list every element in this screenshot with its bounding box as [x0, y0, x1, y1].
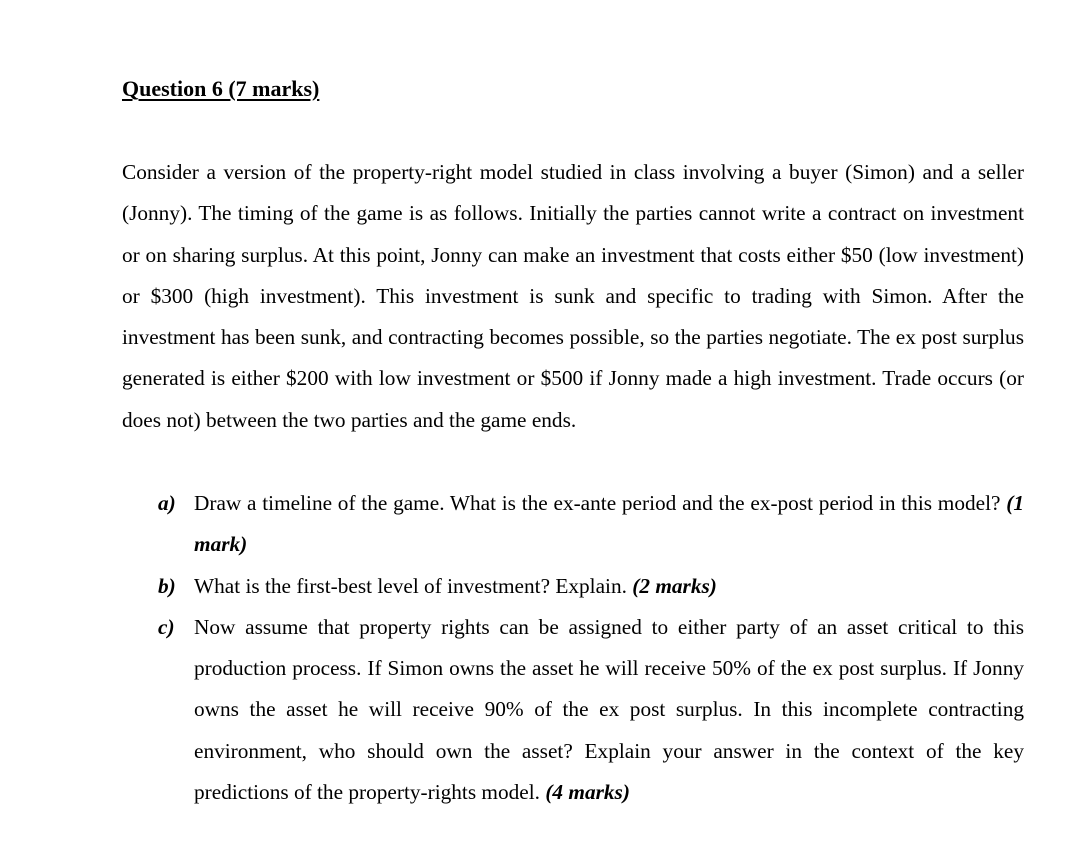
- question-intro: Consider a version of the property-right model studied in class involving a buyer (Simon) and a seller (Jonny). The timing of the game is as follows. Initially the parties cannot write a contract on investment or on sharing surplus. At this point, Jonny can make an investment that costs either $50 (low investment) or $300 (high investment). This investment is sunk and specific to trading with Simon. After the investment has been sunk, and contracting becomes possible, so the parties negotiate. The ex post surplus generated is either $200 with low investment or $500 if Jonny made a high investment. Trade occurs (or does not) between the two parties and the game ends.: [122, 160, 1024, 432]
- part-marker: b): [158, 573, 176, 598]
- question-part-a: [122, 483, 1024, 566]
- part-text: What is the first-best level of investment? Explain.: [194, 573, 627, 598]
- part-marker: c): [158, 614, 175, 639]
- question-title: Question 6 (7 marks): [122, 76, 320, 101]
- part-marker: a): [158, 491, 176, 515]
- part-marks: (2 marks): [632, 573, 717, 598]
- question-part-c: [122, 607, 1024, 813]
- question-parts-list: [122, 483, 1024, 813]
- part-marks: (4 marks): [545, 780, 630, 805]
- part-text: Now assume that property rights can be assigned to either party of an asset critical to this production process. If Simon owns the asset he will receive 50% of the ex post surplus. If Jonny owns the asset he will receive 90% of the ex post surplus. In this incomplete contracting environment, who should own the asset? Explain your answer in the context of the key predictions of the property-rights model.: [194, 614, 1024, 805]
- part-marks: (1 mark): [194, 491, 1024, 557]
- part-text: Draw a timeline of the game. What is the ex-ante period and the ex-post period in this model?: [194, 491, 1001, 515]
- question-part-b: [122, 566, 1024, 607]
